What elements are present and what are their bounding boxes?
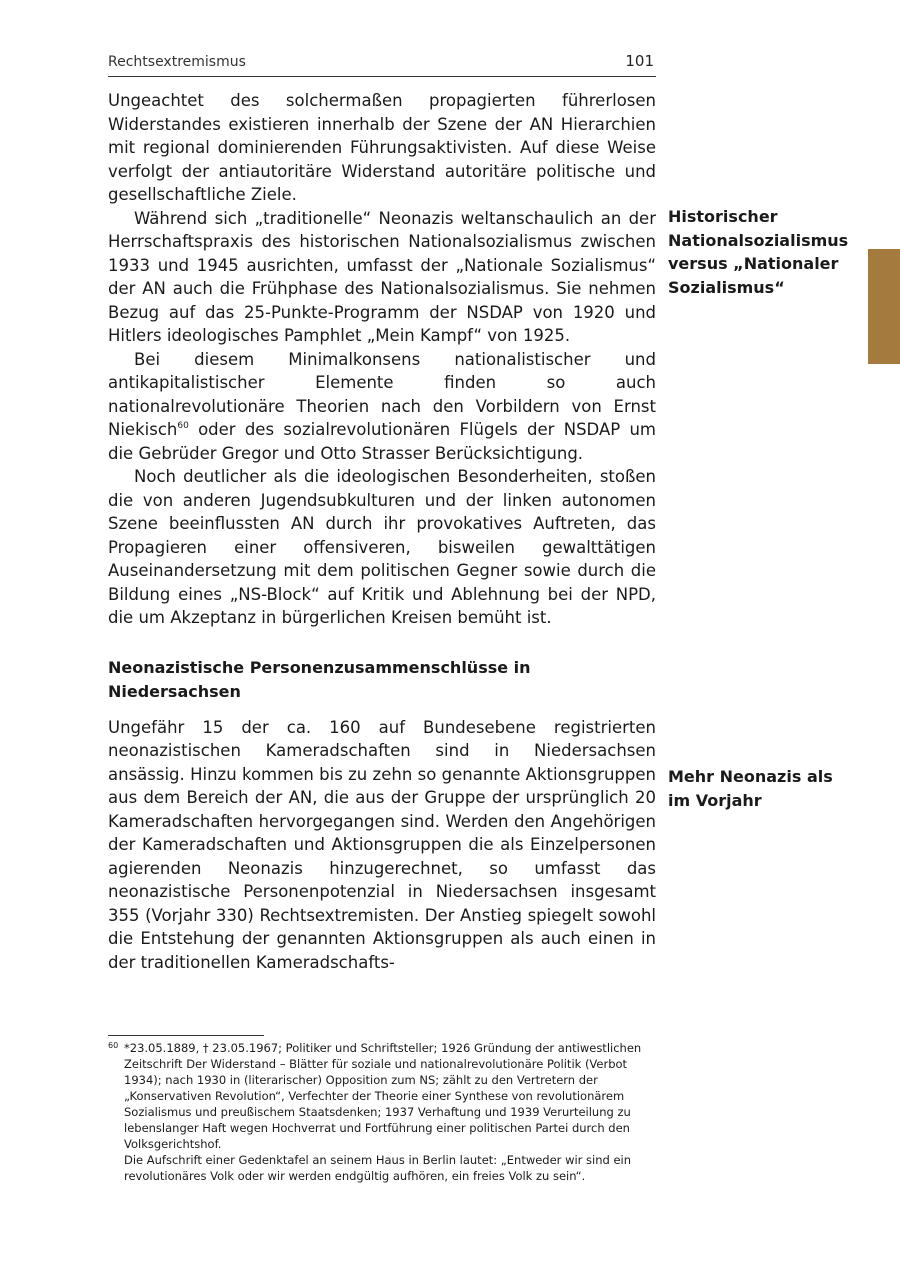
- footnote-reference[interactable]: 60: [177, 421, 189, 431]
- footnote-text-1: *23.05.1889, † 23.05.1967; Politiker und Schriftsteller; 1926 Gründung der antiwestlichen Zeitschrift Der Widerstand – Blätter für soziale und nationalrevolutionäre Politik (Verbot 1934); nach 1930 in (literarischer) Opposition zum NS; zählt zu den Vertretern der „Konservativen Revolution“, Verfechter der Theorie einer Synthese von revolutionärem Sozialismus und preußischem Staatsdenken; 1937 Verhaftung und 1939 Verurteilung zu lebenslanger Haft wegen Hochverrat und Fortführung einer politischen Partei durch den Volksgerichtshof.: [124, 1041, 642, 1151]
- header-title: Rechtsextremismus: [108, 54, 246, 70]
- footnote-text-2: Die Aufschrift einer Gedenktafel an seinem Haus in Berlin lautet: „Entweder wir sind ein revolutionäres Volk oder wir werden endgültig aufhören, ein freies Volk zu sein“.: [124, 1153, 632, 1183]
- margin-note-1: Historischer Nationalsozialismus versus „Nationaler Sozialismus“: [668, 207, 849, 297]
- paragraph-1: Ungeachtet des solchermaßen propagierten führerlosen Widerstandes existieren innerhalb der Szene der AN Hierarchien mit regional dominierenden Führungsaktivisten. Auf diese Weise verfolgt der antiautoritäre Widerstand autoritäre politische und gesellschaftliche Ziele.: [108, 91, 656, 204]
- paragraph-3-text-b: oder des sozialrevolutionären Flügels der NSDAP um die Gebrüder Gregor und Otto Strasser Berücksichtigung.: [108, 420, 656, 463]
- chapter-tab-marker: [868, 249, 900, 364]
- paragraph-3: [108, 348, 656, 466]
- section-heading: Neonazistische Personenzusammenschlüsse in Niedersachsen: [108, 657, 531, 701]
- footnote: [108, 1040, 654, 1184]
- paragraph-3-text-a: Bei diesem Minimalkonsens nationalistischer und antikapitalistischer Elemente finden so auch nationalrevolutionäre Theorien nach den Vorbildern von Ernst Niekisch: [108, 349, 656, 439]
- paragraph-4: Noch deutlicher als die ideologischen Besonderheiten, stoßen die von anderen Jugendsubkulturen und der linken autonomen Szene beeinflussten AN durch ihr provokatives Auftreten, das Propagieren einer offensiveren, bisweilen gewalttätigen Auseinandersetzung mit dem politischen Gegner sowie durch die Bildung eines „NS-Block“ auf Kritik und Ablehnung bei der NPD, die um Akzeptanz in bürgerlichen Kreisen bemüht ist.: [108, 467, 656, 627]
- footnote-divider: [108, 1035, 264, 1036]
- paragraph-5: Ungefähr 15 der ca. 160 auf Bundesebene registrierten neonazistischen Kameradschaften sind in Niedersachsen ansässig. Hinzu kommen bis zu zehn so genannte Aktionsgruppen aus dem Bereich der AN, die aus der Gruppe der ursprünglich 20 Kameradschaften hervorgegangen sind. Werden den Angehörigen der Kameradschaften und Aktionsgruppen die als Einzelpersonen agierenden Neonazis hinzugerechnet, so umfasst das neonazistische Personenpotenzial in Niedersachsen insgesamt 355 (Vorjahr 330) Rechtsextremisten. Der Anstieg spiegelt sowohl die Entstehung der genannten Aktionsgruppen als auch einen in der traditionellen Kameradschafts-: [108, 717, 656, 972]
- main-text: [108, 89, 656, 974]
- margin-note-2: Mehr Neonazis als im Vorjahr: [668, 767, 833, 810]
- paragraph-2: Während sich „traditionelle“ Neonazis weltanschaulich an der Herrschaftspraxis des historischen Nationalsozialismus zwischen 1933 und 1945 ausrichten, umfasst der „Nationale Sozialismus“ der AN auch die Frühphase des Nationalsozialismus. Sie nehmen Bezug auf das 25-Punkte-Programm der NSDAP von 1920 und Hitlers ideologisches Pamphlet „Mein Kampf“ von 1925.: [108, 208, 656, 345]
- running-header: [108, 52, 656, 77]
- page-number: 101: [625, 52, 654, 70]
- footnote-number: 60: [108, 1041, 119, 1050]
